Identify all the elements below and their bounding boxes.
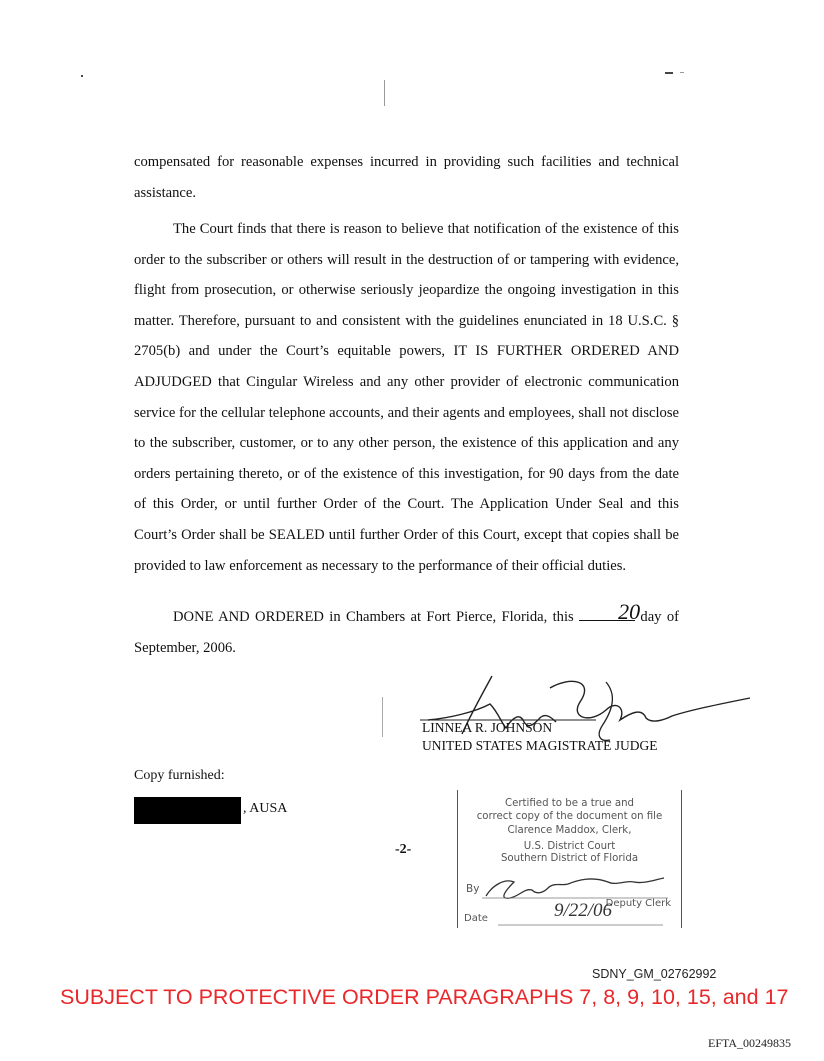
stamp-deputy-label: Deputy Clerk	[605, 898, 671, 909]
scan-speck	[382, 697, 383, 737]
stamp-date-label: Date	[464, 913, 488, 924]
copy-furnished-label: Copy furnished:	[134, 768, 225, 783]
stamp-by-label: By	[466, 883, 480, 895]
scan-speck	[680, 72, 684, 73]
stamp-line-1: Certified to be a true and	[504, 798, 634, 809]
stamp-line-2: correct copy of the document on file	[476, 811, 663, 822]
efta-number: EFTA_00249835	[708, 1036, 792, 1050]
handwritten-day: 20	[579, 604, 635, 621]
done-and-ordered-paragraph	[134, 599, 679, 663]
scan-speck	[384, 80, 385, 106]
certified-copy-stamp	[457, 790, 682, 928]
stamp-line-4: U.S. District Court	[523, 841, 616, 852]
scan-speck	[665, 72, 673, 74]
ausa-label: , AUSA	[243, 801, 288, 816]
page-number: -2-	[395, 842, 412, 857]
order-paragraph-2: The Court finds that there is reason to believe that notification of the existence of this order to the subscriber or others will result in the destruction of or tampering with evidence, flight from prosecution, or otherwise seriously jeopardize the ongoing investigation in this matter. Therefore, pursuant to and consistent with the guidelines enunciated in 18 U.S.C. § 2705(b) and under the Court’s equitable powers, IT IS FURTHER ORDERED AND ADJUDGED that Cingular Wireless and any other provider of electronic communication service for the cellular telephone accounts, and their agents and employees, shall not disclose to the subscriber, customer, or to any other person, the existence of this application and any orders pertaining thereto, or of the existence of this investigation, for 90 days from the date of this Order, or until further Order of the Court. The Application Under Seal and this Court’s Order shall be SEALED until further Order of this Court, except that copies shall be provided to law enforcement as necessary to the performance of their official duties.	[134, 221, 679, 574]
stamp-line-5: Southern District of Florida	[500, 853, 639, 864]
judge-name: LINNEA R. JOHNSON	[422, 720, 553, 735]
bates-number: SDNY_GM_02762992	[592, 967, 717, 981]
deputy-clerk-signature	[458, 790, 681, 928]
judge-title: UNITED STATES MAGISTRATE JUDGE	[422, 738, 658, 753]
scan-speck	[81, 75, 83, 77]
redaction-box	[134, 797, 241, 824]
done-ordered-text: DONE AND ORDERED in Chambers at Fort Pierce, Florida, this	[173, 609, 574, 625]
stamp-line-3: Clarence Maddox, Clerk,	[507, 825, 632, 836]
stamp-date-value: 9/22/06	[554, 900, 613, 921]
done-ordered-date: day of September, 2006.	[134, 609, 679, 656]
protective-order-notice: SUBJECT TO PROTECTIVE ORDER PARAGRAPHS 7, 8, 9, 10, 15, and 17	[60, 985, 789, 1009]
order-paragraph-1: compensated for reasonable expenses incurred in providing such facilities and technical assistance.	[134, 154, 679, 201]
